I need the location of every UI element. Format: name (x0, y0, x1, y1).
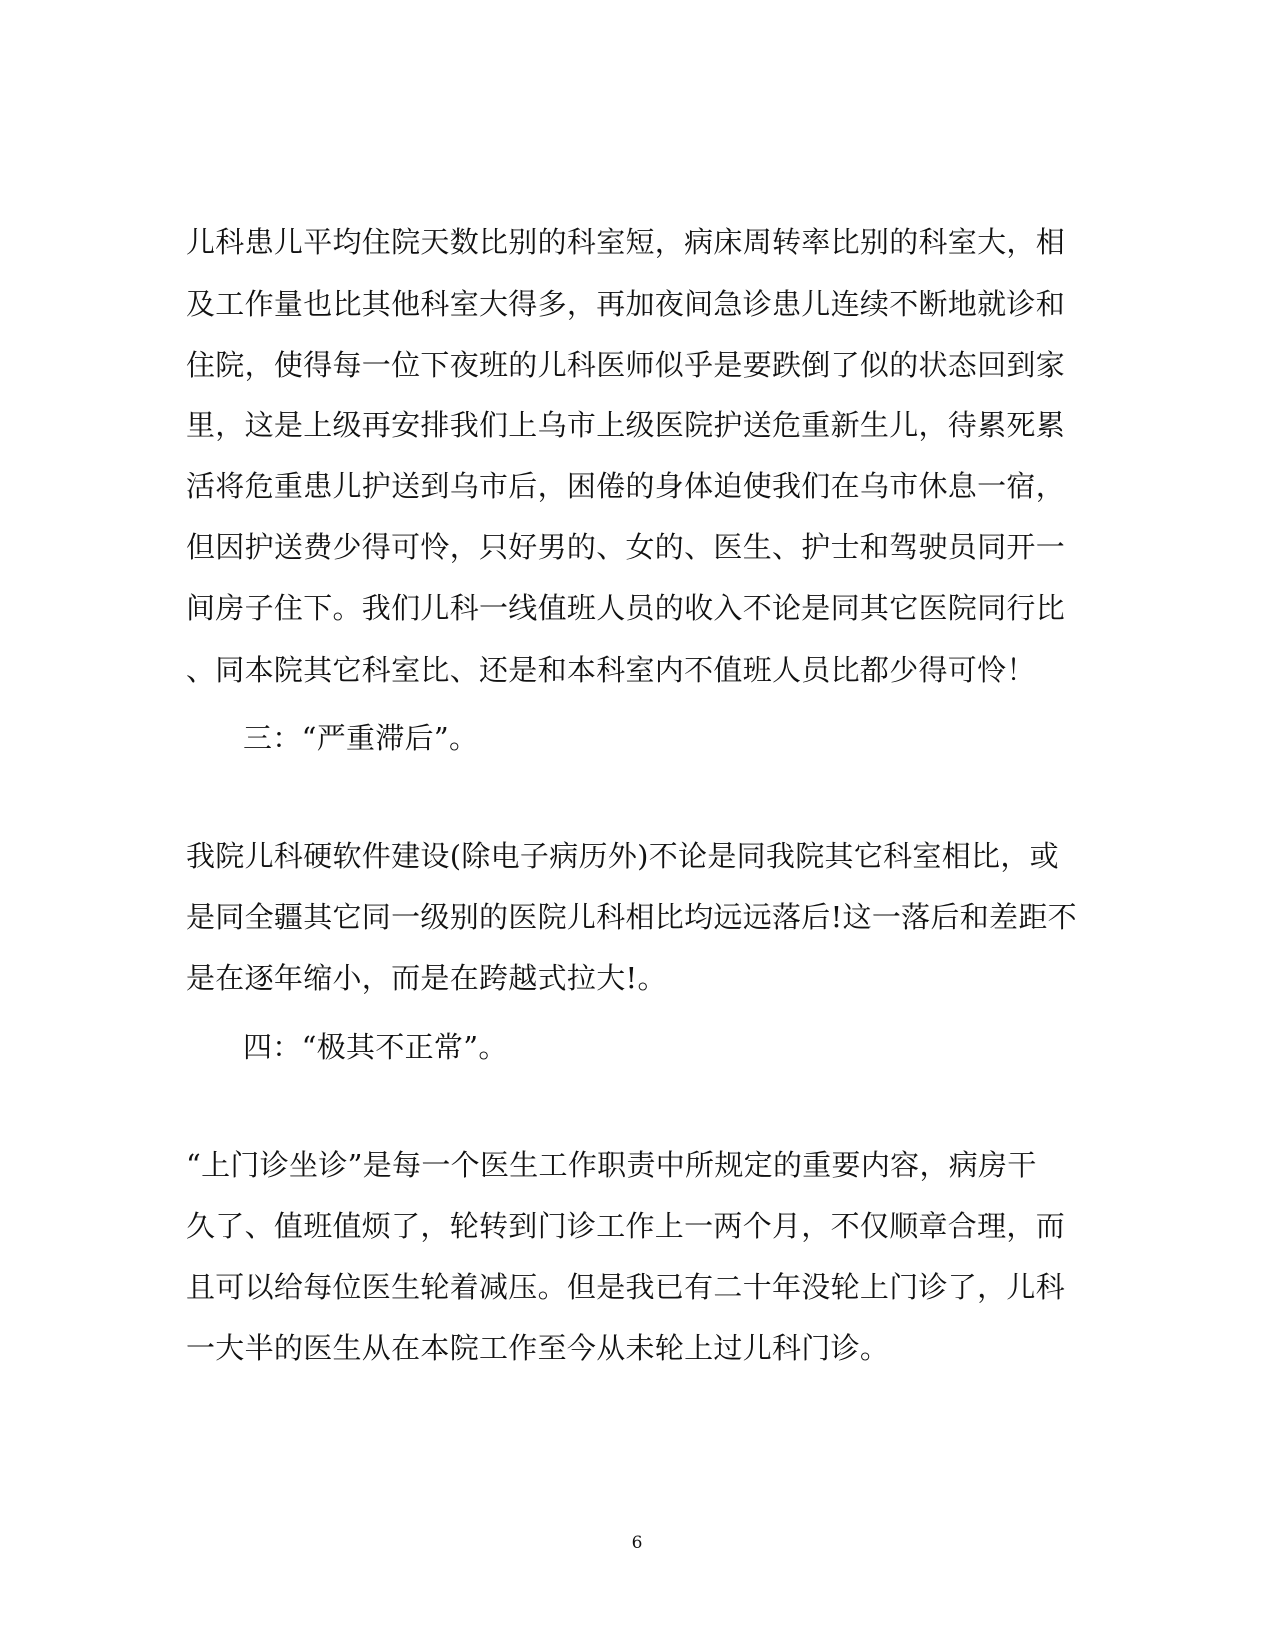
text-line: 活将危重患儿护送到乌市后，困倦的身体迫使我们在乌市休息一宿， (186, 469, 1066, 503)
text-line: 是同全疆其它同一级别的医院儿科相比均远远落后!这一落后和差距不 (186, 900, 1077, 934)
text-line: 间房子住下。我们儿科一线值班人员的收入不论是同其它医院同行比 (186, 591, 1066, 625)
text-line: 及工作量也比其他科室大得多，再加夜间急诊患儿连续不断地就诊和 (186, 287, 1066, 321)
page-number: 6 (631, 1533, 643, 1553)
text-line: 我院儿科硬软件建设(除电子病历外)不论是同我院其它科室相比，或 (186, 839, 1059, 873)
text-line: 、同本院其它科室比、还是和本科室内不值班人员比都少得可怜！ (186, 653, 1036, 687)
text-line: 且可以给每位医生轮着减压。但是我已有二十年没轮上门诊了，儿科 (186, 1270, 1066, 1304)
text-line: “上门诊坐诊”是每一个医生工作职责中所规定的重要内容，病房干 (186, 1148, 1037, 1182)
text-line: 里，这是上级再安排我们上乌市上级医院护送危重新生儿，待累死累 (186, 408, 1066, 442)
text-line: 是在逐年缩小，而是在跨越式拉大!。 (186, 961, 667, 995)
text-line: 儿科患儿平均住院天数比别的科室短，病床周转率比别的科室大，相 (186, 225, 1066, 259)
section-heading: 三：“严重滞后”。 (243, 721, 479, 755)
text-line: 住院，使得每一位下夜班的儿科医师似乎是要跌倒了似的状态回到家 (186, 348, 1066, 382)
text-line: 一大半的医生从在本院工作至今从未轮上过儿科门诊。 (186, 1331, 890, 1365)
text-line: 久了、值班值烦了，轮转到门诊工作上一两个月，不仅顺章合理，而 (186, 1209, 1066, 1243)
text-line: 但因护送费少得可怜，只好男的、女的、医生、护士和驾驶员同开一 (186, 530, 1066, 564)
section-heading: 四：“极其不正常”。 (243, 1030, 508, 1064)
